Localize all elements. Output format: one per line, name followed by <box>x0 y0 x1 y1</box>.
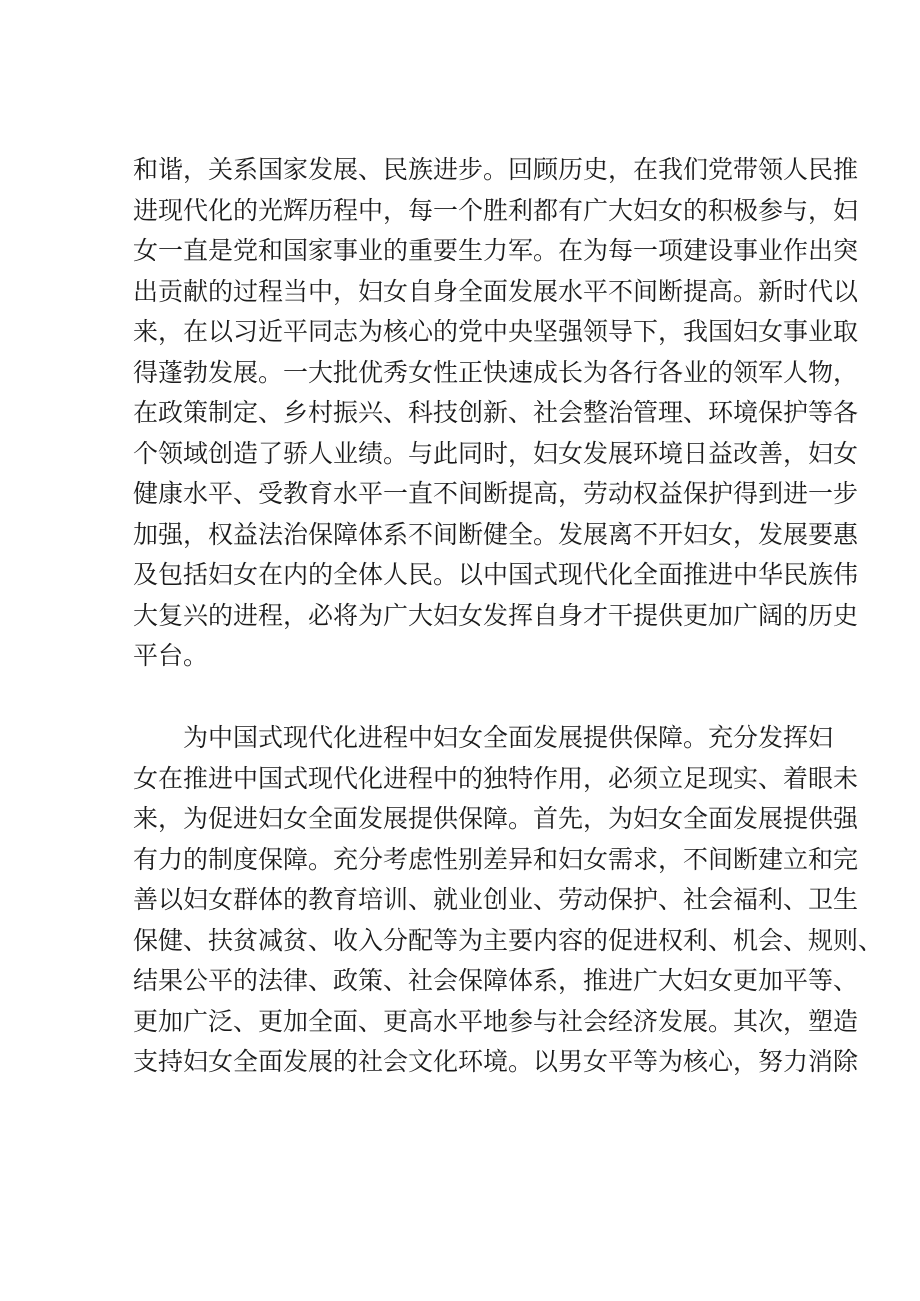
text-line: 更加广泛、更加全面、更高水平地参与社会经济发展。其次，塑造 <box>133 1006 859 1036</box>
text-line: 来，为促进妇女全面发展提供保障。首先，为妇女全面发展提供强 <box>133 804 859 833</box>
text-line: 善以妇女群体的教育培训、就业创业、劳动保护、社会福利、卫生 <box>133 885 859 914</box>
text-line: 出贡献的过程当中，妇女自身全面发展水平不间断提高。新时代以 <box>133 276 859 306</box>
text-line: 个领域创造了骄人业绩。与此同时，妇女发展环境日益改善，妇女 <box>133 438 859 468</box>
text-line: 女一直是党和国家事业的重要生力军。在为每一项建设事业作出突 <box>133 236 859 265</box>
text-line: 及包括妇女在内的全体人民。以中国式现代化全面推进中华民族伟 <box>133 560 859 589</box>
text-line: 得蓬勃发展。一大批优秀女性正快速成长为各行各业的领军人物， <box>133 357 859 387</box>
text-line: 进现代化的光辉历程中，每一个胜利都有广大妇女的积极参与，妇 <box>133 195 859 225</box>
text-line: 女在推进中国式现代化进程中的独特作用，必须立足现实、着眼未 <box>133 763 859 793</box>
paragraph-1 <box>133 150 859 677</box>
paragraph-2 <box>133 718 884 1083</box>
text-line: 有力的制度保障。充分考虑性别差异和妇女需求，不间断建立和完 <box>133 844 859 874</box>
text-line: 加强，权益法治保障体系不间断健全。发展离不开妇女，发展要惠 <box>133 519 859 549</box>
text-line: 在政策制定、乡村振兴、科技创新、社会整治管理、环境保护等各 <box>133 398 859 427</box>
text-line: 和谐，关系国家发展、民族进步。回顾历史，在我们党带领人民推 <box>133 155 859 184</box>
text-line: 来，在以习近平同志为核心的党中央坚强领导下，我国妇女事业取 <box>133 317 859 346</box>
text-line: 支持妇女全面发展的社会文化环境。以男女平等为核心，努力消除 <box>133 1047 859 1076</box>
text-line: 健康水平、受教育水平一直不间断提高，劳动权益保护得到进一步 <box>133 479 859 508</box>
text-line: 结果公平的法律、政策、社会保障体系，推进广大妇女更加平等、 <box>133 966 859 995</box>
text-line: 大复兴的进程，必将为广大妇女发挥自身才干提供更加广阔的历史 <box>133 600 859 630</box>
text-line: 保健、扶贫减贫、收入分配等为主要内容的促进权利、机会、规则、 <box>133 925 884 955</box>
text-line: 平台。 <box>133 641 209 670</box>
text-line: 为中国式现代化进程中妇女全面发展提供保障。充分发挥妇 <box>183 723 834 752</box>
